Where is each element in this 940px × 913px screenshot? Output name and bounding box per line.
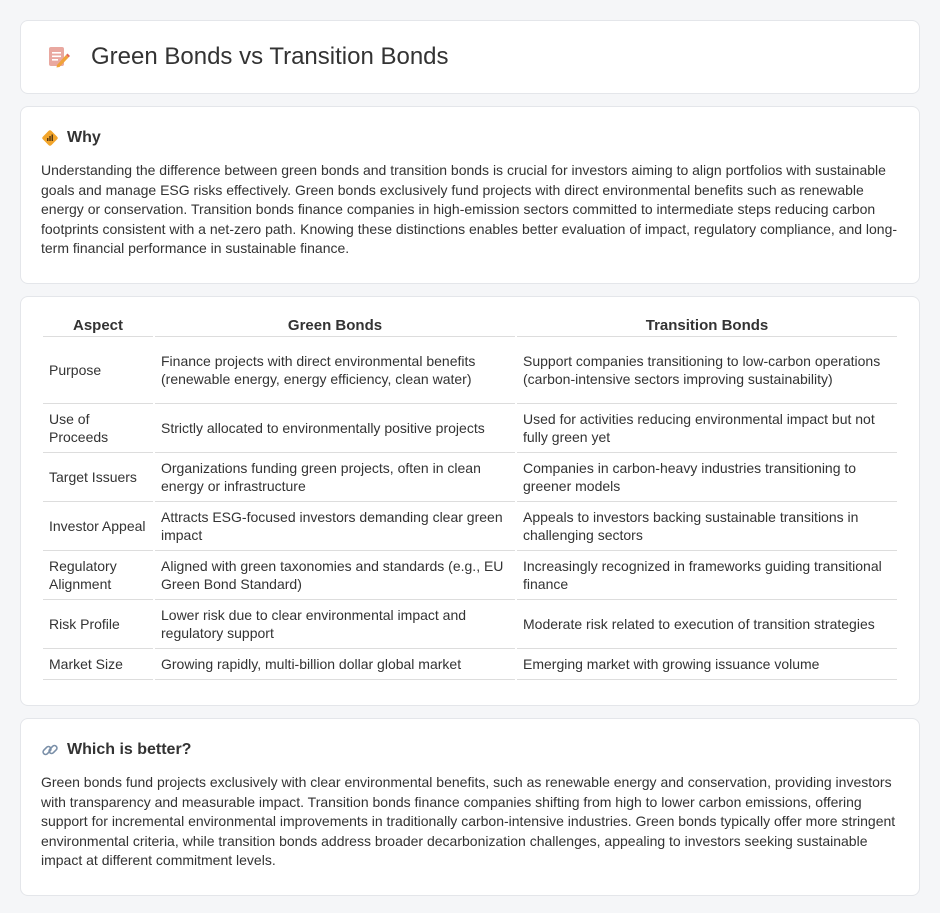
comparison-table-card [20, 296, 920, 706]
aspect-cell: Investor Appeal [43, 502, 153, 551]
why-section [20, 106, 920, 284]
green-bonds-cell: Strictly allocated to environmentally positive projects [155, 404, 515, 453]
table-header-row [43, 311, 897, 337]
page-title: Green Bonds vs Transition Bonds [91, 43, 449, 70]
transition-bonds-cell: Increasingly recognized in frameworks guiding transitional finance [517, 551, 897, 600]
better-title: Which is better? [67, 741, 192, 758]
aspect-cell: Regulatory Alignment [43, 551, 153, 600]
header-card [20, 20, 920, 94]
green-bonds-cell: Attracts ESG-focused investors demanding clear green impact [155, 502, 515, 551]
green-bonds-cell: Organizations funding green projects, often in clean energy or infrastructure [155, 453, 515, 502]
table-row [43, 649, 897, 680]
why-title: Why [67, 129, 101, 146]
column-header-green-bonds: Green Bonds [155, 311, 515, 337]
green-bonds-cell: Lower risk due to clear environmental impact and regulatory support [155, 600, 515, 649]
transition-bonds-cell: Companies in carbon-heavy industries transitioning to greener models [517, 453, 897, 502]
transition-bonds-cell: Appeals to investors backing sustainable transitions in challenging sectors [517, 502, 897, 551]
green-bonds-cell: Growing rapidly, multi-billion dollar global market [155, 649, 515, 680]
better-heading [41, 741, 899, 759]
which-is-better-section [20, 718, 920, 896]
table-row [43, 551, 897, 600]
better-text: Green bonds fund projects exclusively with clear environmental benefits, such as renewable energy and conservation, providing investors with transparency and measurable impact. Transition bonds finance companies shifting from high to lower carbon emissions, offering support for incremental environmental improvements in traditionally carbon-intensive industries. Green bonds typically offer more stringent environmental criteria, while transition bonds address broader decarbonization challenges, appealing to investors seeking sustainable impact at different commitment levels. [41, 774, 896, 868]
transition-bonds-cell: Moderate risk related to execution of transition strategies [517, 600, 897, 649]
aspect-cell: Use of Proceeds [43, 404, 153, 453]
table-row [43, 337, 897, 404]
why-heading [41, 129, 899, 147]
transition-bonds-cell: Support companies transitioning to low-carbon operations (carbon-intensive sectors improving sustainability) [517, 337, 897, 404]
green-bonds-cell: Aligned with green taxonomies and standards (e.g., EU Green Bond Standard) [155, 551, 515, 600]
link-icon [41, 741, 59, 759]
table-row [43, 600, 897, 649]
column-header-transition-bonds: Transition Bonds [517, 311, 897, 337]
column-header-aspect: Aspect [43, 311, 153, 337]
why-text: Understanding the difference between green bonds and transition bonds is crucial for investors aiming to align portfolios with sustainable goals and manage ESG risks effectively. Green bonds exclusively fund projects with direct environmental benefits such as renewable energy or conservation. Transition bonds finance companies in high-emission sectors committed to intermediate steps reducing carbon footprints consistent with a net-zero path. Knowing these distinctions enables better evaluation of impact, regulatory compliance, and long-term financial performance in sustainable finance. [41, 162, 898, 256]
green-bonds-cell: Finance projects with direct environmental benefits (renewable energy, energy efficiency, clean water) [155, 337, 515, 404]
table-row [43, 453, 897, 502]
aspect-cell: Target Issuers [43, 453, 153, 502]
aspect-cell: Risk Profile [43, 600, 153, 649]
comparison-table [41, 311, 899, 680]
aspect-cell: Purpose [43, 337, 153, 404]
transition-bonds-cell: Used for activities reducing environmental impact but not fully green yet [517, 404, 897, 453]
diamond-signal-icon [41, 129, 59, 147]
table-row [43, 404, 897, 453]
table-row [43, 502, 897, 551]
aspect-cell: Market Size [43, 649, 153, 680]
transition-bonds-cell: Emerging market with growing issuance volume [517, 649, 897, 680]
document-edit-icon [45, 44, 71, 70]
